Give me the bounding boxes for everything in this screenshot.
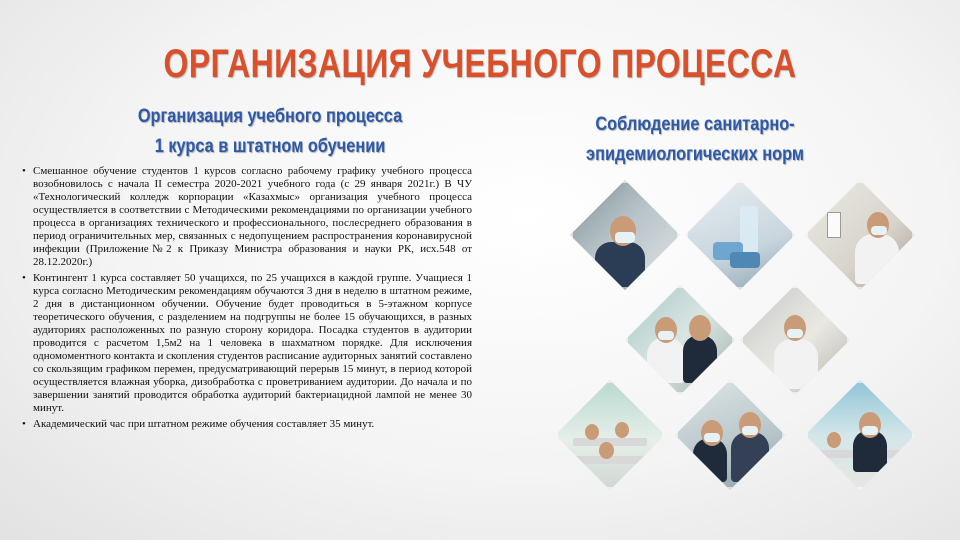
left-subtitle-line-1: Организация учебного процесса	[137, 106, 403, 127]
bullet-list	[22, 165, 472, 434]
students-hallway-photo	[625, 285, 735, 395]
student-standing-photo	[740, 285, 850, 395]
bullet-item-1: • Смешанное обучение студентов 1 курсов согласно рабочему графику учебного процесса возобновилось с начала II семестра 2020-2021 учебного года (с 29 января 2021г.) В ЧУ «Технологический колледж корпорации «Казахмыс» организация учебного процесса осуществляется в соответствии с Методическими рекомендациями по организации учебного процесса в организациях технического и профессионального, послесреднего образования в период ограничительных мер, связанных с недопущением распространения коронавирусной инфекции (Приложение№2 к Приказу Министра образования и науки РК, исх.548 от 28.12.2020г.)	[22, 165, 472, 269]
bullet-item-3: • Академический час при штатном режиме обучения составляет 35 минут.	[22, 418, 472, 431]
classroom-rows-photo	[555, 380, 665, 490]
photo-collage	[560, 180, 960, 510]
classroom-lesson-photo	[805, 380, 915, 490]
right-subtitle-line-2: эпидемиологических норм	[586, 144, 804, 165]
sanitizer-masks-photo	[685, 180, 795, 290]
right-subtitle-line-1: Соблюдение санитарно-	[595, 114, 795, 135]
student-masked-photo	[570, 180, 680, 290]
bullet-item-2: • Контингент 1 курса составляет 50 учащихся, по 25 учащихся в каждой группе. Учащиеся 1 курса согласно Методическим рекомендациям обучаются 3 дня в неделю в штатном режиме, 2 дня в дистанционном обучении. Обучение будет проводиться в 5-этажном корпусе теоретического обучения, с разделением на подгруппы не более 15 обучающихся, в разных аудиториях расположенных по разную сторону коридора. Посадка студентов в аудитории проводится с расчетом 1,5м2 на 1 человека в шахматном порядке. Для исключения одномоментного контакта и скопления студентов расписание аудиторных занятий составлено со скользящим графиком перемен, предусматривающий перерыв 15 минут, в период которой осуществляется влажная уборка, дизобработка с проветриванием аудитории. До начала и по завершении занятий проводится обработка аудиторий бактериацидной лампой не менее 30 минут.	[22, 272, 472, 415]
slide-title: ОРГАНИЗАЦИЯ УЧЕБНОГО ПРОЦЕССА	[163, 42, 797, 86]
left-subtitle	[89, 102, 450, 162]
students-at-desks-photo	[675, 380, 785, 490]
right-subtitle	[545, 110, 846, 170]
left-subtitle-line-2: 1 курса в штатном обучении	[154, 136, 386, 157]
temperature-check-photo	[805, 180, 915, 290]
